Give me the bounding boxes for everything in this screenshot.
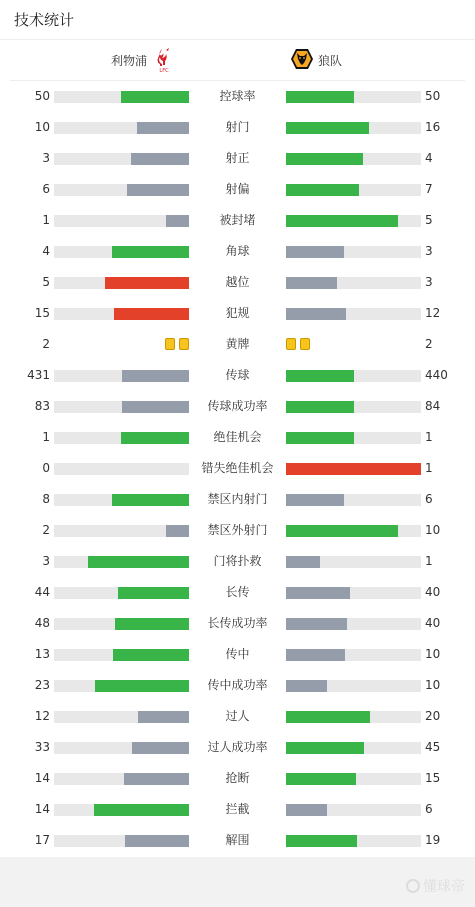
- home-stat-bar-track: [54, 246, 189, 258]
- home-stat-value: 1: [42, 213, 50, 227]
- stat-row: [0, 639, 475, 670]
- home-stat-value: 17: [34, 833, 50, 847]
- away-stat-value: 4: [425, 151, 433, 165]
- away-stat-bar: [286, 587, 350, 599]
- stat-row: [0, 608, 475, 639]
- wolves-crest-icon: [290, 47, 312, 73]
- stat-row: [0, 360, 475, 391]
- home-stat-bar-track: [54, 804, 189, 816]
- stat-row: [0, 267, 475, 298]
- stat-row: [0, 670, 475, 701]
- away-stat-bar: [286, 835, 357, 847]
- away-stat-bar: [286, 494, 344, 506]
- stat-label: 射偏: [225, 182, 250, 196]
- yellow-card-icon: [286, 338, 296, 350]
- stat-label: 射门: [225, 120, 250, 134]
- home-yellow-cards: [165, 338, 189, 350]
- home-stat-bar-track: [54, 308, 189, 320]
- header: [0, 0, 475, 40]
- stat-label: 门将扑救: [213, 554, 262, 568]
- home-stat-value: 5: [42, 275, 50, 289]
- home-stat-value: 15: [34, 306, 50, 320]
- home-stat-bar: [112, 494, 189, 506]
- stat-row: [0, 422, 475, 453]
- away-stat-bar: [286, 525, 398, 537]
- away-stat-bar: [286, 401, 354, 413]
- home-stat-bar: [122, 401, 189, 413]
- stat-label: 绝佳机会: [213, 430, 262, 444]
- home-stat-bar: [94, 804, 189, 816]
- away-stat-value: 6: [425, 492, 433, 506]
- stat-label: 传球成功率: [207, 399, 268, 413]
- stat-label: 禁区外射门: [207, 523, 268, 537]
- home-stat-bar-track: [54, 432, 189, 444]
- home-stat-bar-track: [54, 122, 189, 134]
- stat-label: 射正: [225, 151, 250, 165]
- away-stat-bar: [286, 277, 337, 289]
- home-stat-value: 10: [34, 120, 50, 134]
- away-stat-bar: [286, 742, 364, 754]
- stat-label: 传球: [225, 368, 250, 382]
- away-stat-bar-track: [286, 122, 421, 134]
- stat-row: [0, 825, 475, 856]
- stat-label: 传中成功率: [207, 678, 268, 692]
- stat-row: [0, 81, 475, 112]
- away-stat-value: 45: [425, 740, 441, 754]
- away-stat-bar-track: [286, 742, 421, 754]
- home-stat-bar: [138, 711, 189, 723]
- stat-row: [0, 763, 475, 794]
- home-stat-bar: [166, 525, 189, 537]
- stat-row: [0, 391, 475, 422]
- home-stat-bar: [112, 246, 189, 258]
- home-stat-bar: [137, 122, 189, 134]
- away-stat-bar-track: [286, 91, 421, 103]
- stat-row: [0, 298, 475, 329]
- away-stat-value: 1: [425, 554, 433, 568]
- page-title: 技术统计: [14, 11, 75, 29]
- watermark-text: 懂球帝: [423, 879, 465, 895]
- home-stat-bar-track: [54, 773, 189, 785]
- away-stat-bar: [286, 91, 354, 103]
- home-stat-bar: [95, 680, 189, 692]
- away-stat-bar: [286, 618, 347, 630]
- home-team[interactable]: [111, 40, 175, 80]
- yellow-card-icon: [165, 338, 175, 350]
- home-stat-bar-track: [54, 215, 189, 227]
- home-stat-value: 8: [42, 492, 50, 506]
- home-stat-bar: [122, 370, 189, 382]
- away-stat-value: 3: [425, 244, 433, 258]
- home-stat-bar-track: [54, 277, 189, 289]
- away-stat-value: 20: [425, 709, 441, 723]
- away-stat-bar-track: [286, 370, 421, 382]
- away-stat-bar: [286, 463, 421, 475]
- away-stat-value: 15: [425, 771, 441, 785]
- stat-label: 长传成功率: [207, 616, 268, 630]
- home-stat-bar: [115, 618, 189, 630]
- away-stat-bar: [286, 556, 320, 568]
- home-stat-value: 431: [27, 368, 50, 382]
- away-yellow-cards: [286, 338, 310, 350]
- away-team[interactable]: [290, 40, 342, 80]
- home-stat-bar-track: [54, 401, 189, 413]
- home-stat-value: 33: [34, 740, 50, 754]
- away-stat-value: 40: [425, 585, 441, 599]
- svg-text:LFC: LFC: [159, 68, 169, 73]
- stat-label: 禁区内射门: [207, 492, 268, 506]
- dongqiudi-logo-icon: [406, 879, 420, 893]
- away-stat-bar: [286, 308, 346, 320]
- home-stat-value: 0: [42, 461, 50, 475]
- away-stat-bar-track: [286, 153, 421, 165]
- stat-row: [0, 794, 475, 825]
- stat-label: 角球: [225, 244, 250, 258]
- home-stat-bar-track: [54, 618, 189, 630]
- away-stat-bar: [286, 680, 327, 692]
- away-stat-bar-track: [286, 184, 421, 196]
- stat-label: 过人: [225, 709, 250, 723]
- away-stat-value: 440: [425, 368, 448, 382]
- stat-row: [0, 546, 475, 577]
- stat-row: [0, 329, 475, 360]
- stat-row: [0, 143, 475, 174]
- home-stat-bar-track: [54, 525, 189, 537]
- yellow-card-icon: [300, 338, 310, 350]
- away-stat-bar-track: [286, 494, 421, 506]
- away-stat-value: 6: [425, 802, 433, 816]
- home-stat-value: 50: [34, 89, 50, 103]
- footer: [0, 857, 475, 907]
- away-stat-value: 5: [425, 213, 433, 227]
- away-stat-bar-track: [286, 401, 421, 413]
- yellow-card-icon: [179, 338, 189, 350]
- away-stat-bar-track: [286, 649, 421, 661]
- away-stat-bar: [286, 804, 327, 816]
- home-stat-bar-track: [54, 711, 189, 723]
- home-stat-bar-track: [54, 680, 189, 692]
- away-stat-bar-track: [286, 246, 421, 258]
- away-stat-value: 19: [425, 833, 441, 847]
- stat-label: 黄牌: [225, 337, 250, 351]
- away-stat-bar-track: [286, 525, 421, 537]
- away-stat-value: 10: [425, 647, 441, 661]
- stat-label: 越位: [225, 275, 250, 289]
- stat-row: [0, 174, 475, 205]
- home-stat-bar-track: [54, 742, 189, 754]
- home-stat-bar: [132, 742, 189, 754]
- away-stat-bar-track: [286, 773, 421, 785]
- away-stat-bar-track: [286, 463, 421, 475]
- away-stat-value: 10: [425, 523, 441, 537]
- stat-label: 控球率: [219, 89, 256, 103]
- stat-row: [0, 205, 475, 236]
- away-stat-value: 50: [425, 89, 441, 103]
- away-stat-bar: [286, 122, 369, 134]
- stat-label: 长传: [225, 585, 250, 599]
- away-stat-bar: [286, 649, 345, 661]
- home-stat-bar: [166, 215, 189, 227]
- stat-label: 抢断: [225, 771, 250, 785]
- stats-list: [0, 81, 475, 856]
- home-stat-value: 2: [42, 337, 50, 351]
- away-stat-bar: [286, 432, 354, 444]
- home-stat-value: 3: [42, 554, 50, 568]
- stat-row: [0, 515, 475, 546]
- away-stat-value: 10: [425, 678, 441, 692]
- home-stat-bar: [121, 432, 189, 444]
- home-stat-bar-track: [54, 91, 189, 103]
- stat-row: [0, 112, 475, 143]
- away-stat-bar-track: [286, 277, 421, 289]
- away-stat-bar: [286, 215, 398, 227]
- home-stat-bar: [113, 649, 189, 661]
- liverpool-crest-icon: [153, 47, 175, 73]
- away-stat-bar: [286, 246, 344, 258]
- home-stat-value: 12: [34, 709, 50, 723]
- away-stat-bar-track: [286, 587, 421, 599]
- home-stat-bar-track: [54, 556, 189, 568]
- stat-row: [0, 453, 475, 484]
- away-stat-value: 12: [425, 306, 441, 320]
- home-stat-bar: [105, 277, 189, 289]
- away-stat-bar-track: [286, 432, 421, 444]
- teams-bar: [10, 40, 465, 81]
- stat-label: 犯规: [225, 306, 250, 320]
- stat-label: 被封堵: [219, 213, 256, 227]
- home-stat-bar: [88, 556, 189, 568]
- home-stat-bar: [114, 308, 189, 320]
- stat-row: [0, 577, 475, 608]
- home-stat-value: 2: [42, 523, 50, 537]
- away-stat-bar: [286, 711, 370, 723]
- away-stat-value: 7: [425, 182, 433, 196]
- away-stat-bar: [286, 773, 356, 785]
- away-stat-bar-track: [286, 804, 421, 816]
- away-stat-value: 3: [425, 275, 433, 289]
- away-stat-value: 84: [425, 399, 441, 413]
- home-stat-value: 83: [34, 399, 50, 413]
- home-stat-bar-track: [54, 370, 189, 382]
- stat-label: 拦截: [225, 802, 250, 816]
- stat-row: [0, 732, 475, 763]
- away-stat-value: 16: [425, 120, 441, 134]
- home-stat-bar: [127, 184, 189, 196]
- away-stat-value: 1: [425, 461, 433, 475]
- away-stat-bar: [286, 370, 354, 382]
- home-stat-value: 1: [42, 430, 50, 444]
- away-stat-value: 2: [425, 337, 433, 351]
- home-stat-bar: [118, 587, 189, 599]
- home-stat-bar-track: [54, 153, 189, 165]
- away-stat-bar-track: [286, 308, 421, 320]
- home-stat-value: 23: [34, 678, 50, 692]
- home-team-name: 利物浦: [110, 53, 147, 68]
- home-stat-bar-track: [54, 835, 189, 847]
- away-stat-bar-track: [286, 618, 421, 630]
- stat-row: [0, 701, 475, 732]
- away-stat-bar-track: [286, 680, 421, 692]
- stat-label: 传中: [225, 647, 250, 661]
- home-stat-value: 4: [42, 244, 50, 258]
- home-stat-bar-track: [54, 587, 189, 599]
- home-stat-value: 6: [42, 182, 50, 196]
- away-stat-bar: [286, 153, 363, 165]
- home-stat-bar: [131, 153, 189, 165]
- home-stat-value: 44: [34, 585, 50, 599]
- away-stat-value: 1: [425, 430, 433, 444]
- stat-row: [0, 484, 475, 515]
- home-stat-value: 14: [34, 771, 50, 785]
- stat-label: 错失绝佳机会: [201, 461, 274, 475]
- home-stat-bar: [124, 773, 189, 785]
- home-stat-value: 48: [34, 616, 50, 630]
- home-stat-bar-track: [54, 494, 189, 506]
- home-stat-value: 3: [42, 151, 50, 165]
- home-stat-bar-track: [54, 649, 189, 661]
- away-stat-bar-track: [286, 215, 421, 227]
- away-stat-bar: [286, 184, 359, 196]
- home-stat-value: 14: [34, 802, 50, 816]
- stat-label: 过人成功率: [207, 740, 268, 754]
- away-stat-bar-track: [286, 711, 421, 723]
- stat-row: [0, 236, 475, 267]
- home-stat-bar: [121, 91, 189, 103]
- away-stat-bar-track: [286, 556, 421, 568]
- home-stat-value: 13: [34, 647, 50, 661]
- away-stat-value: 40: [425, 616, 441, 630]
- away-team-name: 狼队: [318, 53, 343, 68]
- home-stat-bar: [125, 835, 189, 847]
- away-stat-bar-track: [286, 835, 421, 847]
- watermark: [406, 876, 465, 896]
- home-stat-bar-track: [54, 463, 189, 475]
- stat-label: 解围: [225, 833, 250, 847]
- home-stat-bar-track: [54, 184, 189, 196]
